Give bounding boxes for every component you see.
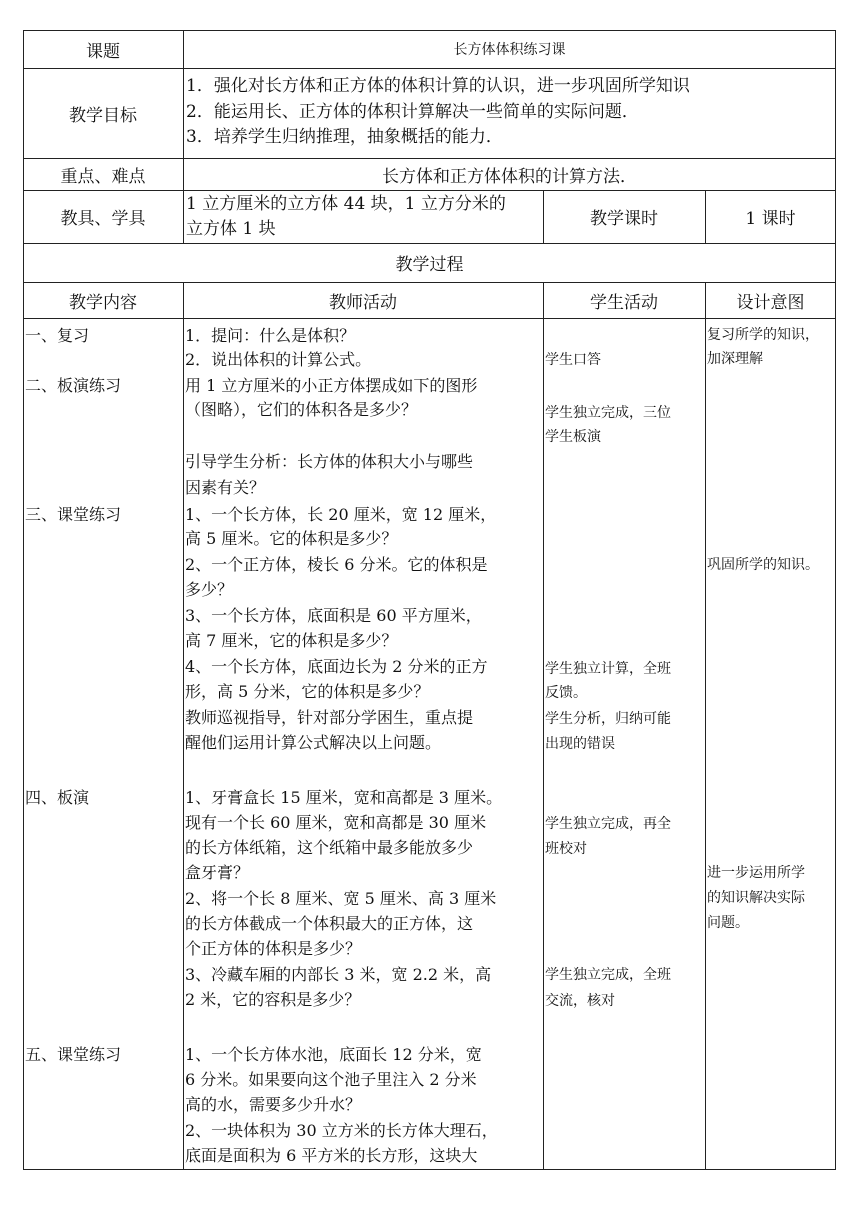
goals-label: 教学目标: [69, 105, 137, 126]
student-line: 学生独立完成，全班: [545, 967, 671, 983]
teacher-line: 因素有关？: [185, 478, 266, 497]
content-item: 四、板演: [25, 788, 90, 807]
column-header-design: 设计意图: [736, 292, 805, 313]
goal-item: 2．能运用长、正方体的体积计算解决一些简单的实际问题．: [186, 101, 639, 122]
teacher-line: 醒他们运用计算公式解决以上问题。: [185, 733, 442, 752]
teacher-line: 4、一个长方体，底面边长为 2 分米的正方: [185, 657, 488, 676]
design-line: 复习所学的知识，: [707, 327, 819, 343]
teacher-line: 盒牙膏？: [185, 863, 250, 882]
content-item: 三、课堂练习: [25, 505, 122, 524]
teacher-line: 高 5 厘米。它的体积是多少？: [185, 529, 398, 548]
teacher-line: 3、冷藏车厢的内部长 3 米，宽 2.2 米，高: [185, 965, 492, 984]
teacher-line: 2、一块体积为 30 立方米的长方体大理石，: [185, 1121, 498, 1140]
teacher-line: 高的水，需要多少升水？: [185, 1095, 362, 1114]
teacher-line: 1、一个长方体，长 20 厘米，宽 12 厘米，: [185, 505, 497, 524]
column-header-content: 教学内容: [69, 292, 137, 313]
process-title: 教学过程: [395, 255, 464, 275]
teacher-line: 3、一个长方体，底面积是 60 平方厘米，: [185, 606, 482, 625]
student-line: 班校对: [545, 841, 587, 857]
topic-value: 长方体体积练习课: [453, 42, 566, 58]
goal-item: 3．培养学生归纳推理，抽象概括的能力．: [186, 127, 503, 147]
design-line: 加深理解: [707, 351, 763, 367]
topic-label: 课题: [86, 41, 120, 62]
teacher-line: 1、牙膏盒长 15 厘米，宽和高都是 3 厘米。: [185, 788, 503, 807]
teacher-line: 2、将一个长 8 厘米、宽 5 厘米、高 3 厘米: [185, 889, 497, 908]
tools-value: [186, 192, 541, 242]
hours-value: 1 课时: [745, 209, 796, 229]
student-line: 学生独立完成，三位: [545, 405, 671, 421]
teacher-line: 个正方体的体积是多少？: [185, 939, 362, 958]
teacher-line: 的长方体纸箱，这个纸箱中最多能放多少: [185, 838, 474, 857]
teacher-line: 2 米，它的容积是多少？: [185, 990, 361, 1009]
student-line: 学生分析，归纳可能: [545, 711, 671, 727]
tools-line: 立方体 1 块: [186, 219, 276, 239]
design-line: 进一步运用所学: [707, 865, 805, 881]
teacher-line: 用 1 立方厘米的小正方体摆成如下的图形: [185, 376, 478, 395]
student-line: 学生独立完成，再全: [545, 816, 671, 832]
teacher-line: 引导学生分析：长方体的体积大小与哪些: [185, 452, 474, 471]
design-line: 问题。: [707, 915, 749, 931]
teacher-line: 的长方体截成一个体积最大的正方体，这: [185, 914, 474, 933]
teacher-line: 现有一个长 60 厘米，宽和高都是 30 厘米: [185, 813, 487, 832]
teacher-line: 形，高 5 分米，它的体积是多少？: [185, 682, 430, 701]
teacher-line: 多少？: [185, 580, 234, 599]
hours-label: 教学课时: [590, 209, 658, 229]
goals-list: [186, 74, 831, 151]
design-line: 的知识解决实际: [707, 890, 805, 906]
teacher-line: 1、一个长方体水池，底面长 12 分米，宽: [185, 1045, 482, 1064]
key-label: 重点、难点: [60, 166, 146, 187]
goal-item: 1．强化对长方体和正方体的体积计算的认识，进一步巩固所学知识: [186, 76, 690, 96]
content-item: 五、课堂练习: [25, 1045, 122, 1064]
design-line: 巩固所学的知识。: [707, 557, 819, 573]
student-line: 学生口答: [545, 352, 601, 368]
key-value: 长方体和正方体体积的计算方法．: [382, 166, 637, 187]
column-header-student: 学生活动: [590, 292, 658, 313]
teacher-line: 1．提问：什么是体积？: [185, 326, 356, 345]
student-line: 交流，核对: [545, 993, 615, 1009]
teacher-line: 2．说出体积的计算公式。: [185, 350, 372, 369]
student-line: 出现的错误: [545, 736, 615, 752]
lesson-plan-table: [23, 30, 836, 1170]
teacher-line: 2、一个正方体，棱长 6 分米。它的体积是: [185, 555, 488, 574]
student-line: 学生板演: [545, 429, 601, 445]
column-header-teacher: 教师活动: [329, 292, 397, 313]
content-item: 一、复习: [25, 326, 90, 345]
teacher-line: 高 7 厘米，它的体积是多少？: [185, 631, 398, 650]
teacher-line: 底面是面积为 6 平方米的长方形，这块大: [185, 1146, 478, 1165]
student-line: 反馈。: [545, 685, 587, 701]
student-line: 学生独立计算，全班: [545, 661, 671, 677]
teacher-line: （图略），它们的体积各是多少？: [185, 400, 418, 419]
teacher-line: 6 分米。如果要向这个池子里注入 2 分米: [185, 1070, 477, 1089]
tools-line: 1 立方厘米的立方体 44 块，1 立方分米的: [186, 194, 506, 214]
teacher-line: 教师巡视指导，针对部分学困生，重点提: [185, 708, 474, 727]
tools-label: 教具、学具: [60, 209, 146, 229]
content-item: 二、板演练习: [25, 376, 122, 395]
